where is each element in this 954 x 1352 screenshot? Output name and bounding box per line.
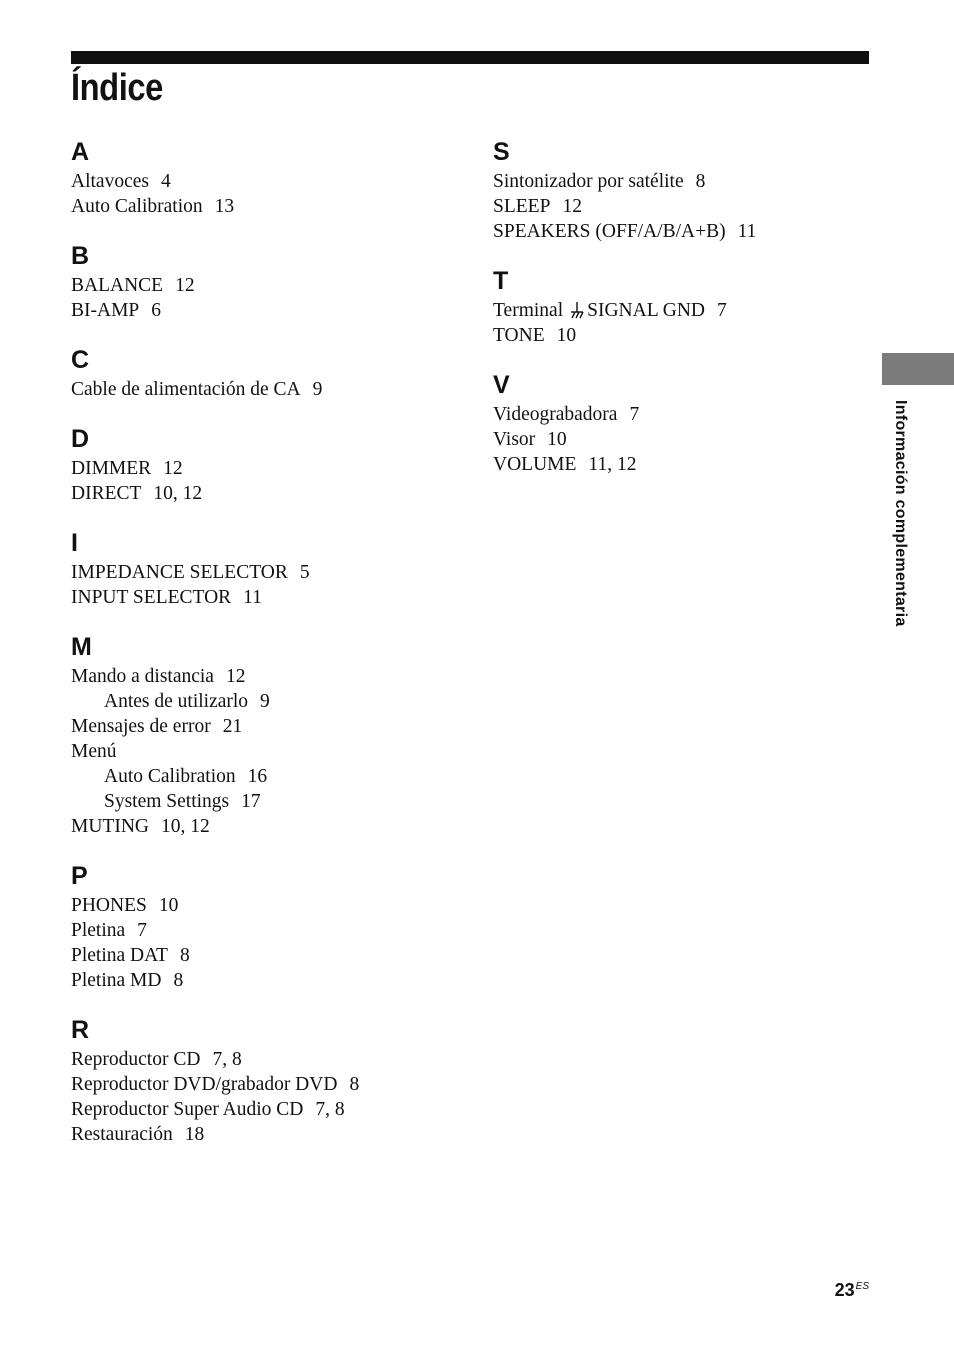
index-page-refs: 10: [158, 895, 179, 916]
index-page-refs: 11, 12: [588, 454, 637, 475]
index-page-refs: 13: [214, 196, 235, 217]
index-entry: [71, 893, 471, 918]
index-page-refs: 8: [695, 171, 706, 192]
index-column-left: [71, 136, 471, 1168]
index-term: VOLUME: [493, 454, 577, 475]
index-entry: [493, 452, 893, 477]
index-term: IMPEDANCE SELECTOR: [71, 562, 288, 583]
index-page-refs: 9: [260, 691, 270, 712]
index-page-refs: 4: [160, 171, 171, 192]
index-entry: [71, 664, 471, 689]
index-entry: [71, 968, 471, 993]
index-page-refs: 11: [243, 587, 262, 608]
index-entry: [493, 298, 893, 323]
index-term: BI-AMP: [71, 300, 140, 321]
index-subentry: [71, 764, 471, 789]
index-page-refs: 7, 8: [212, 1049, 242, 1070]
index-entry: [71, 194, 471, 219]
index-entry: [493, 194, 893, 219]
index-entry: [71, 481, 471, 506]
index-letter: D: [71, 425, 90, 453]
index-section-b: [71, 240, 471, 323]
page-number-value: 23: [834, 1280, 855, 1300]
index-page-refs: 7: [717, 300, 727, 321]
index-letter: T: [493, 267, 509, 295]
section-tab: [882, 353, 954, 385]
page-title: Índice: [71, 67, 163, 109]
index-page-refs: 8: [179, 945, 190, 966]
index-page-refs: 12: [225, 666, 246, 687]
index-term: Auto Calibration: [71, 196, 203, 217]
index-column-right: [493, 136, 893, 498]
index-term: Reproductor DVD/grabador DVD: [71, 1074, 338, 1095]
index-letter: S: [493, 138, 510, 166]
section-tab-label: Información complementaria: [892, 400, 909, 627]
index-term: BALANCE: [71, 275, 164, 296]
index-entry: [71, 377, 471, 402]
index-letter: V: [493, 371, 510, 399]
index-section-s: [493, 136, 893, 244]
index-letter: I: [71, 529, 78, 557]
index-term: DIRECT: [71, 483, 142, 504]
index-page-refs: 16: [247, 766, 268, 787]
index-page-refs: 7: [629, 404, 640, 425]
index-page-refs: 12: [175, 275, 195, 296]
index-page-refs: 18: [184, 1124, 205, 1145]
index-term: MUTING: [71, 816, 149, 837]
index-page-refs: 5: [299, 562, 310, 583]
index-page-refs: 7, 8: [315, 1099, 345, 1120]
index-letter: A: [71, 138, 90, 166]
index-entry: [71, 169, 471, 194]
ground-symbol-icon: [569, 301, 585, 319]
index-section-a: [71, 136, 471, 219]
index-page-refs: 7: [137, 920, 147, 941]
index-entry: [71, 1047, 471, 1072]
index-entry: [71, 560, 471, 585]
index-entry: [71, 585, 471, 610]
index-term: Pletina DAT: [71, 945, 168, 966]
index-term: Reproductor CD: [71, 1049, 201, 1070]
index-term: Visor: [493, 429, 536, 450]
index-letter: M: [71, 633, 92, 661]
index-term: PHONES: [71, 895, 147, 916]
index-term: Auto Calibration: [104, 766, 236, 787]
index-term: Mensajes de error: [71, 716, 211, 737]
index-entry: [71, 456, 471, 481]
index-subentry: [71, 789, 471, 814]
index-entry: [71, 1072, 471, 1097]
index-entry: [493, 323, 893, 348]
index-term: Cable de alimentación de CA: [71, 379, 301, 400]
index-letter: P: [71, 862, 88, 890]
index-term: Restauración: [71, 1124, 173, 1145]
index-term: TONE: [493, 325, 545, 346]
index-term: Reproductor Super Audio CD: [71, 1099, 304, 1120]
index-entry: [71, 1097, 471, 1122]
index-letter: C: [71, 346, 90, 374]
index-term: Menú: [71, 741, 117, 762]
page-number-suffix: ES: [855, 1281, 869, 1292]
index-entry: [493, 427, 893, 452]
index-page-refs: 21: [222, 716, 243, 737]
index-term: Terminal: [493, 300, 564, 321]
index-page-refs: 6: [151, 300, 162, 321]
index-term: INPUT SELECTOR: [71, 587, 232, 608]
index-term: Pletina MD: [71, 970, 162, 991]
index-section-c: [71, 344, 471, 402]
index-section-t: [493, 265, 893, 348]
index-section-r: [71, 1014, 471, 1147]
index-page-refs: 9: [312, 379, 323, 400]
index-section-p: [71, 860, 471, 993]
index-entry: [71, 814, 471, 839]
index-page-refs: 10: [556, 325, 577, 346]
index-entry: [493, 169, 893, 194]
index-term: Pletina: [71, 920, 126, 941]
index-subentry: [71, 689, 471, 714]
index-term: Mando a distancia: [71, 666, 214, 687]
index-section-i: [71, 527, 471, 610]
index-term-continued: SIGNAL GND: [587, 300, 706, 321]
index-entry: [71, 943, 471, 968]
index-page-refs: 12: [163, 458, 183, 479]
index-entry: [71, 298, 471, 323]
index-term: Antes de utilizarlo: [104, 691, 249, 712]
index-section-d: [71, 423, 471, 506]
index-section-m: [71, 631, 471, 839]
index-page-refs: 11: [737, 221, 757, 242]
index-page-refs: 12: [562, 196, 582, 217]
index-letter: R: [71, 1016, 90, 1044]
index-entry: [493, 402, 893, 427]
index-entry: [71, 739, 471, 764]
index-entry: [71, 1122, 471, 1147]
index-page-refs: 8: [349, 1074, 360, 1095]
index-page-refs: 10, 12: [161, 816, 210, 837]
index-entry: [71, 714, 471, 739]
index-letter: B: [71, 242, 90, 270]
index-page-refs: 10: [547, 429, 567, 450]
page-number: [835, 1280, 869, 1301]
index-term: Videograbadora: [493, 404, 618, 425]
index-term: DIMMER: [71, 458, 152, 479]
top-rule: [71, 51, 869, 64]
index-entry: [493, 219, 893, 244]
index-term: System Settings: [104, 791, 230, 812]
index-term: Sintonizador por satélite: [493, 171, 684, 192]
index-entry: [71, 918, 471, 943]
index-term: SLEEP: [493, 196, 551, 217]
index-page-refs: 17: [241, 791, 261, 812]
index-section-v: [493, 369, 893, 477]
index-page-refs: 8: [173, 970, 184, 991]
index-term: SPEAKERS (OFF/A/B/A+B): [493, 221, 726, 242]
index-term: Altavoces: [71, 171, 149, 192]
index-page-refs: 10, 12: [153, 483, 203, 504]
index-entry: [71, 273, 471, 298]
